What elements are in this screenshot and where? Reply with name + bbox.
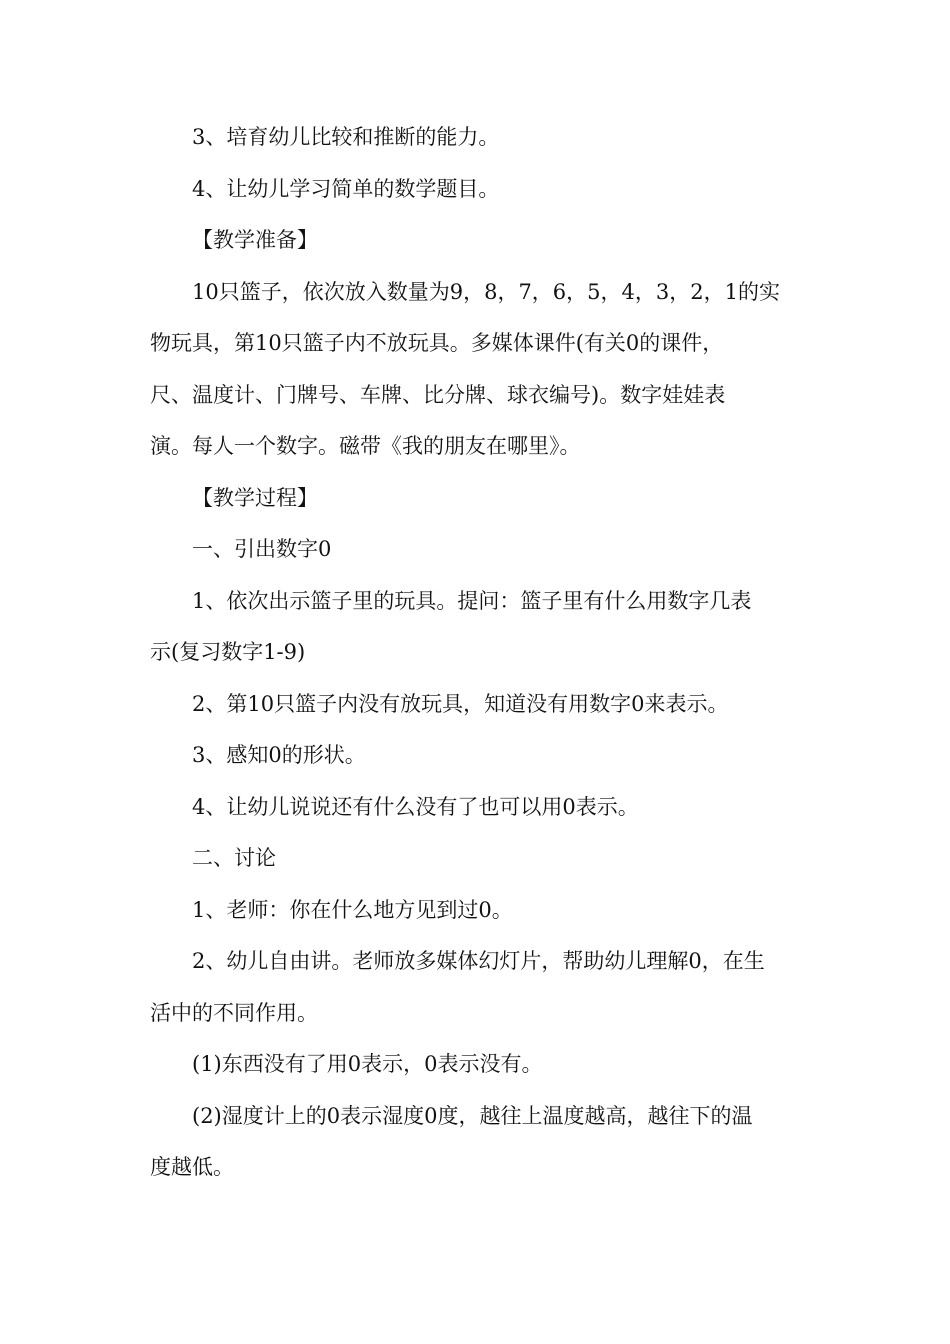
paragraph-step-1 [150,576,810,679]
paragraph-point-1 [150,1039,810,1091]
text-line: 【教学准备】 [192,228,318,252]
text-line: 活中的不同作用。 [150,1000,318,1025]
document-body [150,112,810,1194]
text-line: 一、引出数字0 [192,537,332,561]
text-line: 4、让幼儿学习简单的数学题目。 [192,176,500,201]
text-line: 3、培育幼儿比较和推断的能力。 [192,125,500,149]
paragraph-goal-3 [150,112,810,164]
paragraph-step-2 [150,679,810,731]
text-line: 尺、温度计、门牌号、车牌、比分牌、球衣编号)。数字娃娃表 [150,382,726,407]
paragraph-discussion-2 [150,936,810,1039]
paragraph-point-2 [150,1091,810,1194]
text-line: 【教学过程】 [192,485,318,510]
subheading-introduce-zero [150,524,810,576]
paragraph-goal-4 [150,164,810,216]
text-line: 4、让幼儿说说还有什么没有了也可以用0表示。 [192,794,639,819]
text-line: 二、讨论 [192,846,276,870]
subheading-discussion [150,833,810,885]
text-line: 1、老师：你在什么地方见到过0。 [192,897,513,922]
text-line: 1、依次出示篮子里的玩具。提问：篮子里有什么用数字几表 [192,588,752,613]
text-line: 物玩具，第10只篮子内不放玩具。多媒体课件(有关0的课件， [150,331,724,355]
section-heading-process [150,473,810,525]
paragraph-step-4 [150,782,810,834]
text-line: 3、感知0的形状。 [192,743,366,767]
paragraph-step-3 [150,730,810,782]
text-line: (2)湿度计上的0表示湿度0度，越往上温度越高，越往下的温 [192,1103,753,1128]
paragraph-discussion-1 [150,885,810,937]
text-line: 示(复习数字1-9) [150,640,306,664]
text-line: 度越低。 [150,1155,234,1179]
text-line: 2、第10只篮子内没有放玩具，知道没有用数字0来表示。 [192,691,729,716]
paragraph-preparation [150,267,810,473]
section-heading-preparation [150,215,810,267]
text-line: (1)东西没有了用0表示，0表示没有。 [192,1052,543,1076]
text-line: 演。每人一个数字。磁带《我的朋友在哪里》。 [150,434,581,458]
text-line: 2、幼儿自由讲。老师放多媒体幻灯片，帮助幼儿理解0，在生 [192,949,765,973]
text-line: 10只篮子，依次放入数量为9，8，7，6，5，4，3，2，1的实 [192,279,780,304]
